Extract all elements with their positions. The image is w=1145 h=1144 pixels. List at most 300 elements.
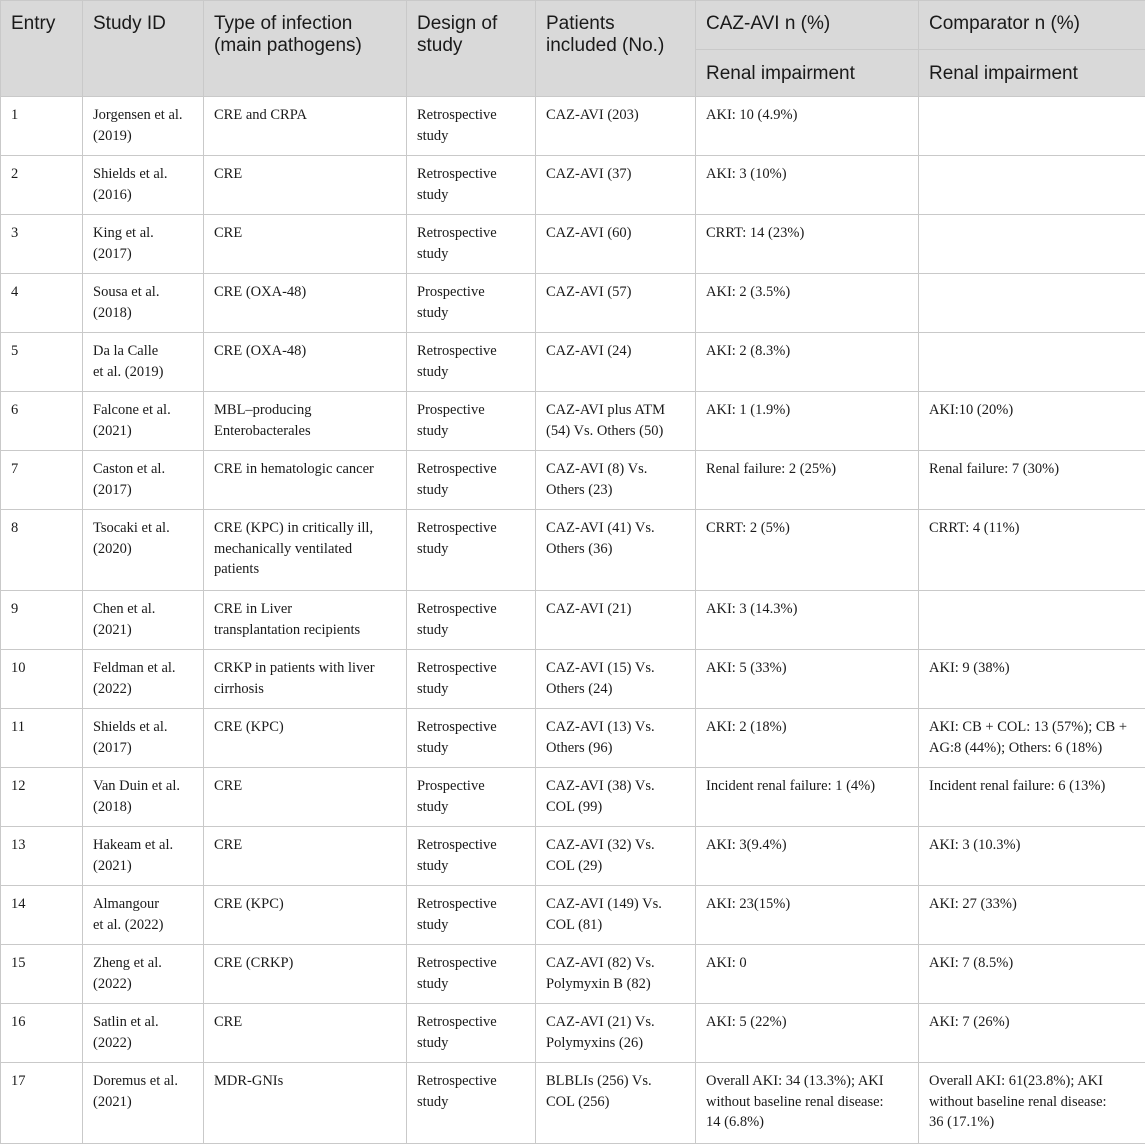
- study-design-cell-line: Prospective: [417, 282, 525, 303]
- comparator-renal-cell: [919, 97, 1145, 156]
- patients-included-cell-line: CAZ-AVI (24): [546, 341, 685, 362]
- comparator-renal-cell: [919, 1004, 1145, 1063]
- entry-cell-line: 2: [11, 164, 72, 185]
- comparator-renal-cell: [919, 215, 1145, 274]
- patients-included-cell-line: CAZ-AVI (60): [546, 223, 685, 244]
- infection-type-cell-line: CRE: [214, 1012, 396, 1033]
- study-design-cell-line: Retrospective: [417, 518, 525, 539]
- entry-cell: [1, 392, 83, 451]
- study-id-cell-line: (2021): [93, 421, 193, 442]
- cazavi-renal-cell-line: AKI: 23(15%): [706, 894, 908, 915]
- infection-type-cell: [204, 1063, 407, 1144]
- study-id-cell: [83, 768, 204, 827]
- cazavi-renal-cell-line: Incident renal failure: 1 (4%): [706, 776, 908, 797]
- study-id-cell-line: (2022): [93, 974, 193, 995]
- cazavi-renal-cell: [696, 1004, 919, 1063]
- entry-cell-line: 3: [11, 223, 72, 244]
- comparator-renal-cell-line: without baseline renal disease:: [929, 1092, 1135, 1113]
- study-design-cell-line: Prospective: [417, 776, 525, 797]
- patients-included-cell-line: CAZ-AVI (15) Vs.: [546, 658, 685, 679]
- patients-included-cell-line: CAZ-AVI (21): [546, 599, 685, 620]
- entry-cell: [1, 827, 83, 886]
- study-design-cell: [407, 1004, 536, 1063]
- table-row: [1, 392, 1145, 451]
- cazavi-renal-cell: [696, 827, 919, 886]
- infection-type-cell-line: mechanically ventilated: [214, 539, 396, 560]
- comparator-renal-cell-line: CRRT: 4 (11%): [929, 518, 1135, 539]
- cazavi-renal-cell: [696, 768, 919, 827]
- study-design-cell: [407, 392, 536, 451]
- cazavi-renal-cell-line: AKI: 2 (3.5%): [706, 282, 908, 303]
- entry-cell: [1, 1063, 83, 1144]
- study-design-cell: [407, 827, 536, 886]
- patients-included-cell: [536, 451, 696, 510]
- study-design-cell: [407, 591, 536, 650]
- cazavi-renal-cell: [696, 97, 919, 156]
- patients-included-cell: [536, 274, 696, 333]
- patients-included-cell-line: CAZ-AVI (41) Vs.: [546, 518, 685, 539]
- infection-type-cell: [204, 97, 407, 156]
- comparator-renal-cell: [919, 945, 1145, 1004]
- study-design-cell-line: study: [417, 303, 525, 324]
- table-row: [1, 274, 1145, 333]
- study-design-cell-line: Retrospective: [417, 717, 525, 738]
- patients-included-cell: [536, 768, 696, 827]
- study-design-cell: [407, 709, 536, 768]
- entry-cell-line: 14: [11, 894, 72, 915]
- infection-type-cell-line: CRE: [214, 835, 396, 856]
- study-id-cell-line: Doremus et al.: [93, 1071, 193, 1092]
- entry-cell-line: 17: [11, 1071, 72, 1092]
- cazavi-renal-cell-line: AKI: 3(9.4%): [706, 835, 908, 856]
- patients-included-cell: [536, 215, 696, 274]
- patients-included-cell-line: CAZ-AVI (21) Vs.: [546, 1012, 685, 1033]
- infection-type-cell-line: CRE (KPC): [214, 894, 396, 915]
- patients-included-cell-line: COL (256): [546, 1092, 685, 1113]
- study-design-cell-line: study: [417, 738, 525, 759]
- cazavi-renal-cell: [696, 215, 919, 274]
- study-id-cell-line: Jorgensen et al.: [93, 105, 193, 126]
- comparator-renal-cell: [919, 510, 1145, 591]
- infection-type-cell: [204, 1004, 407, 1063]
- study-id-cell: [83, 510, 204, 591]
- infection-type-cell-line: CRE in hematologic cancer: [214, 459, 396, 480]
- entry-cell: [1, 650, 83, 709]
- header-text-line: Entry: [11, 13, 72, 35]
- entry-cell: [1, 156, 83, 215]
- subheader-comparator-renal-impairment: [919, 50, 1145, 97]
- study-design-cell-line: study: [417, 1092, 525, 1113]
- comparator-renal-cell-line: AKI: 9 (38%): [929, 658, 1135, 679]
- cazavi-renal-cell-line: AKI: 0: [706, 953, 908, 974]
- study-id-cell: [83, 1063, 204, 1144]
- study-id-cell-line: Feldman et al.: [93, 658, 193, 679]
- entry-cell: [1, 1004, 83, 1063]
- infection-type-cell-line: CRE: [214, 776, 396, 797]
- cazavi-renal-cell-line: CRRT: 14 (23%): [706, 223, 908, 244]
- infection-type-cell-line: Enterobacterales: [214, 421, 396, 442]
- infection-type-cell-line: CRKP in patients with liver: [214, 658, 396, 679]
- cazavi-renal-cell-line: 14 (6.8%): [706, 1112, 908, 1133]
- cazavi-renal-cell: [696, 886, 919, 945]
- study-id-cell-line: Falcone et al.: [93, 400, 193, 421]
- entry-cell-line: 16: [11, 1012, 72, 1033]
- header-study-id: [83, 1, 204, 97]
- comparator-renal-cell: [919, 768, 1145, 827]
- study-design-cell-line: Retrospective: [417, 894, 525, 915]
- entry-cell-line: 11: [11, 717, 72, 738]
- infection-type-cell: [204, 827, 407, 886]
- entry-cell: [1, 886, 83, 945]
- entry-cell: [1, 333, 83, 392]
- cazavi-renal-cell-line: AKI: 2 (18%): [706, 717, 908, 738]
- table-row: [1, 97, 1145, 156]
- study-design-cell-line: Retrospective: [417, 953, 525, 974]
- entry-cell: [1, 97, 83, 156]
- entry-cell-line: 5: [11, 341, 72, 362]
- study-design-cell-line: study: [417, 1033, 525, 1054]
- cazavi-renal-cell-line: AKI: 3 (14.3%): [706, 599, 908, 620]
- table-row: [1, 945, 1145, 1004]
- comparator-renal-cell-line: AG:8 (44%); Others: 6 (18%): [929, 738, 1135, 759]
- entry-cell-line: 1: [11, 105, 72, 126]
- comparator-renal-cell-line: AKI: CB + COL: 13 (57%); CB +: [929, 717, 1135, 738]
- study-design-cell-line: study: [417, 679, 525, 700]
- study-design-cell: [407, 510, 536, 591]
- cazavi-renal-cell: [696, 156, 919, 215]
- study-design-cell: [407, 97, 536, 156]
- infection-type-cell-line: transplantation recipients: [214, 620, 396, 641]
- header-text-line: Study ID: [93, 13, 193, 35]
- study-id-cell: [83, 591, 204, 650]
- study-id-cell-line: (2017): [93, 480, 193, 501]
- comparator-renal-cell: [919, 709, 1145, 768]
- infection-type-cell: [204, 215, 407, 274]
- study-design-cell-line: study: [417, 185, 525, 206]
- table-row: [1, 709, 1145, 768]
- study-id-cell-line: (2022): [93, 679, 193, 700]
- infection-type-cell-line: CRE (OXA-48): [214, 282, 396, 303]
- header-text-line: CAZ-AVI n (%): [706, 13, 908, 35]
- patients-included-cell-line: CAZ-AVI plus ATM: [546, 400, 685, 421]
- study-design-cell-line: Retrospective: [417, 105, 525, 126]
- study-id-cell-line: (2016): [93, 185, 193, 206]
- cazavi-renal-cell: [696, 709, 919, 768]
- patients-included-cell-line: CAZ-AVI (57): [546, 282, 685, 303]
- comparator-renal-cell: [919, 274, 1145, 333]
- header-text-line: Renal impairment: [929, 63, 1135, 85]
- comparator-renal-cell: [919, 451, 1145, 510]
- infection-type-cell: [204, 650, 407, 709]
- study-design-cell: [407, 768, 536, 827]
- study-design-cell-line: study: [417, 362, 525, 383]
- study-id-cell-line: et al. (2019): [93, 362, 193, 383]
- infection-type-cell-line: CRE: [214, 223, 396, 244]
- header-text-line: study: [417, 35, 525, 57]
- study-design-cell-line: study: [417, 797, 525, 818]
- cazavi-renal-cell: [696, 591, 919, 650]
- cazavi-renal-cell-line: Renal failure: 2 (25%): [706, 459, 908, 480]
- header-text-line: included (No.): [546, 35, 685, 57]
- study-id-cell-line: (2021): [93, 620, 193, 641]
- study-id-cell-line: King et al.: [93, 223, 193, 244]
- study-design-cell: [407, 945, 536, 1004]
- infection-type-cell-line: MBL–producing: [214, 400, 396, 421]
- patients-included-cell-line: CAZ-AVI (8) Vs.: [546, 459, 685, 480]
- study-design-cell: [407, 1063, 536, 1144]
- infection-type-cell: [204, 392, 407, 451]
- patients-included-cell-line: Polymyxin B (82): [546, 974, 685, 995]
- entry-cell: [1, 274, 83, 333]
- study-id-cell: [83, 97, 204, 156]
- cazavi-renal-cell-line: without baseline renal disease:: [706, 1092, 908, 1113]
- comparator-renal-cell: [919, 827, 1145, 886]
- header-entry: [1, 1, 83, 97]
- study-design-cell: [407, 886, 536, 945]
- infection-type-cell: [204, 510, 407, 591]
- patients-included-cell: [536, 97, 696, 156]
- comparator-renal-cell: [919, 886, 1145, 945]
- study-id-cell-line: (2022): [93, 1033, 193, 1054]
- study-id-cell: [83, 274, 204, 333]
- entry-cell-line: 6: [11, 400, 72, 421]
- study-id-cell-line: Chen et al.: [93, 599, 193, 620]
- study-design-cell-line: Retrospective: [417, 223, 525, 244]
- patients-included-cell: [536, 333, 696, 392]
- entry-cell-line: 4: [11, 282, 72, 303]
- infection-type-cell-line: CRE and CRPA: [214, 105, 396, 126]
- table-row: [1, 156, 1145, 215]
- study-id-cell: [83, 333, 204, 392]
- patients-included-cell: [536, 945, 696, 1004]
- study-id-cell-line: (2019): [93, 126, 193, 147]
- study-design-cell: [407, 156, 536, 215]
- study-id-cell-line: (2020): [93, 539, 193, 560]
- cazavi-renal-cell: [696, 510, 919, 591]
- header-text-line: (main pathogens): [214, 35, 396, 57]
- comparator-renal-cell: [919, 156, 1145, 215]
- study-id-cell-line: Van Duin et al.: [93, 776, 193, 797]
- infection-type-cell: [204, 156, 407, 215]
- entry-cell: [1, 215, 83, 274]
- comparator-renal-cell-line: AKI: 7 (26%): [929, 1012, 1135, 1033]
- infection-type-cell: [204, 274, 407, 333]
- comparator-renal-cell: [919, 1063, 1145, 1144]
- patients-included-cell-line: Others (24): [546, 679, 685, 700]
- patients-included-cell-line: CAZ-AVI (37): [546, 164, 685, 185]
- study-id-cell-line: (2018): [93, 797, 193, 818]
- study-design-cell-line: study: [417, 620, 525, 641]
- study-id-cell: [83, 709, 204, 768]
- comparator-renal-cell-line: AKI: 27 (33%): [929, 894, 1135, 915]
- table-row: [1, 886, 1145, 945]
- infection-type-cell-line: CRE (OXA-48): [214, 341, 396, 362]
- patients-included-cell-line: COL (81): [546, 915, 685, 936]
- study-id-cell-line: Satlin et al.: [93, 1012, 193, 1033]
- patients-included-cell: [536, 591, 696, 650]
- study-design-cell: [407, 333, 536, 392]
- study-design-cell-line: study: [417, 421, 525, 442]
- entry-cell: [1, 709, 83, 768]
- comparator-renal-cell: [919, 392, 1145, 451]
- study-design-cell-line: Retrospective: [417, 1012, 525, 1033]
- study-id-cell-line: et al. (2022): [93, 915, 193, 936]
- study-design-cell-line: study: [417, 539, 525, 560]
- cazavi-renal-cell-line: AKI: 1 (1.9%): [706, 400, 908, 421]
- comparator-renal-cell-line: Renal failure: 7 (30%): [929, 459, 1135, 480]
- study-design-cell: [407, 215, 536, 274]
- study-id-cell-line: (2018): [93, 303, 193, 324]
- infection-type-cell-line: CRE (CRKP): [214, 953, 396, 974]
- study-id-cell: [83, 215, 204, 274]
- patients-included-cell-line: Others (36): [546, 539, 685, 560]
- cazavi-renal-cell: [696, 392, 919, 451]
- infection-type-cell-line: cirrhosis: [214, 679, 396, 700]
- comparator-renal-cell: [919, 650, 1145, 709]
- study-design-cell: [407, 650, 536, 709]
- entry-cell-line: 7: [11, 459, 72, 480]
- comparator-renal-cell-line: AKI: 7 (8.5%): [929, 953, 1135, 974]
- infection-type-cell: [204, 945, 407, 1004]
- study-id-cell: [83, 451, 204, 510]
- study-id-cell-line: (2021): [93, 856, 193, 877]
- cazavi-renal-cell-line: Overall AKI: 34 (13.3%); AKI: [706, 1071, 908, 1092]
- study-id-cell-line: Caston et al.: [93, 459, 193, 480]
- study-id-cell-line: Tsocaki et al.: [93, 518, 193, 539]
- study-id-cell-line: Hakeam et al.: [93, 835, 193, 856]
- patients-included-cell-line: CAZ-AVI (203): [546, 105, 685, 126]
- patients-included-cell-line: (54) Vs. Others (50): [546, 421, 685, 442]
- patients-included-cell-line: Others (23): [546, 480, 685, 501]
- cazavi-renal-cell-line: AKI: 5 (22%): [706, 1012, 908, 1033]
- entry-cell: [1, 510, 83, 591]
- infection-type-cell-line: MDR-GNIs: [214, 1071, 396, 1092]
- study-id-cell-line: (2021): [93, 1092, 193, 1113]
- study-design-cell-line: Retrospective: [417, 164, 525, 185]
- entry-cell-line: 12: [11, 776, 72, 797]
- patients-included-cell-line: CAZ-AVI (13) Vs.: [546, 717, 685, 738]
- patients-included-cell-line: Others (96): [546, 738, 685, 759]
- table-body: [1, 97, 1145, 1144]
- table-row: [1, 215, 1145, 274]
- study-id-cell: [83, 827, 204, 886]
- entry-cell: [1, 591, 83, 650]
- cazavi-renal-cell: [696, 333, 919, 392]
- study-design-cell: [407, 274, 536, 333]
- subheader-cazavi-renal-impairment: [696, 50, 919, 97]
- patients-included-cell: [536, 156, 696, 215]
- header-patients-included: [536, 1, 696, 97]
- study-id-cell-line: (2017): [93, 244, 193, 265]
- cazavi-renal-cell-line: CRRT: 2 (5%): [706, 518, 908, 539]
- header-infection-type: [204, 1, 407, 97]
- cazavi-renal-cell: [696, 1063, 919, 1144]
- entry-cell-line: 13: [11, 835, 72, 856]
- cazavi-renal-cell-line: AKI: 10 (4.9%): [706, 105, 908, 126]
- study-design-cell-line: Prospective: [417, 400, 525, 421]
- patients-included-cell-line: CAZ-AVI (82) Vs.: [546, 953, 685, 974]
- patients-included-cell: [536, 827, 696, 886]
- header-text-line: Type of infection: [214, 13, 396, 35]
- study-id-cell-line: Almangour: [93, 894, 193, 915]
- table-row: [1, 451, 1145, 510]
- comparator-renal-cell-line: AKI: 3 (10.3%): [929, 835, 1135, 856]
- patients-included-cell-line: CAZ-AVI (38) Vs.: [546, 776, 685, 797]
- infection-type-cell-line: patients: [214, 559, 396, 580]
- study-design-cell-line: study: [417, 915, 525, 936]
- patients-included-cell-line: Polymyxins (26): [546, 1033, 685, 1054]
- cazavi-renal-cell: [696, 274, 919, 333]
- study-design-cell-line: Retrospective: [417, 835, 525, 856]
- table-header: [1, 1, 1145, 97]
- entry-cell: [1, 768, 83, 827]
- patients-included-cell: [536, 1063, 696, 1144]
- patients-included-cell: [536, 886, 696, 945]
- infection-type-cell-line: CRE in Liver: [214, 599, 396, 620]
- patients-included-cell: [536, 510, 696, 591]
- patients-included-cell: [536, 650, 696, 709]
- cazavi-renal-cell: [696, 650, 919, 709]
- patients-included-cell-line: CAZ-AVI (32) Vs.: [546, 835, 685, 856]
- infection-type-cell: [204, 709, 407, 768]
- study-id-cell-line: Da la Calle: [93, 341, 193, 362]
- patients-included-cell: [536, 392, 696, 451]
- infection-type-cell: [204, 768, 407, 827]
- study-design-cell-line: Retrospective: [417, 599, 525, 620]
- study-design-cell-line: study: [417, 480, 525, 501]
- study-design-cell-line: Retrospective: [417, 341, 525, 362]
- patients-included-cell: [536, 709, 696, 768]
- header-text-line: Renal impairment: [706, 63, 908, 85]
- cazavi-renal-cell-line: AKI: 3 (10%): [706, 164, 908, 185]
- infection-type-cell: [204, 451, 407, 510]
- study-design-cell-line: study: [417, 244, 525, 265]
- study-design-cell-line: Retrospective: [417, 658, 525, 679]
- infection-type-cell: [204, 886, 407, 945]
- study-design-cell-line: study: [417, 126, 525, 147]
- infection-type-cell-line: CRE (KPC): [214, 717, 396, 738]
- cazavi-renal-cell-line: AKI: 5 (33%): [706, 658, 908, 679]
- table-row: [1, 827, 1145, 886]
- infection-type-cell: [204, 333, 407, 392]
- header-study-design: [407, 1, 536, 97]
- study-design-cell-line: Retrospective: [417, 459, 525, 480]
- study-id-cell: [83, 650, 204, 709]
- table-row: [1, 650, 1145, 709]
- patients-included-cell-line: BLBLIs (256) Vs.: [546, 1071, 685, 1092]
- study-id-cell-line: Zheng et al.: [93, 953, 193, 974]
- study-design-cell-line: Retrospective: [417, 1071, 525, 1092]
- cazavi-renal-cell: [696, 451, 919, 510]
- table-row: [1, 591, 1145, 650]
- cazavi-renal-cell: [696, 945, 919, 1004]
- comparator-renal-cell-line: AKI:10 (20%): [929, 400, 1135, 421]
- patients-included-cell-line: COL (29): [546, 856, 685, 877]
- study-id-cell: [83, 1004, 204, 1063]
- table-row: [1, 333, 1145, 392]
- study-id-cell-line: Shields et al.: [93, 717, 193, 738]
- infection-type-cell-line: CRE (KPC) in critically ill,: [214, 518, 396, 539]
- infection-type-cell: [204, 591, 407, 650]
- entry-cell-line: 9: [11, 599, 72, 620]
- infection-type-cell-line: CRE: [214, 164, 396, 185]
- table-row: [1, 510, 1145, 591]
- study-id-cell: [83, 156, 204, 215]
- study-design-cell-line: study: [417, 856, 525, 877]
- entry-cell-line: 15: [11, 953, 72, 974]
- study-id-cell: [83, 945, 204, 1004]
- patients-included-cell: [536, 1004, 696, 1063]
